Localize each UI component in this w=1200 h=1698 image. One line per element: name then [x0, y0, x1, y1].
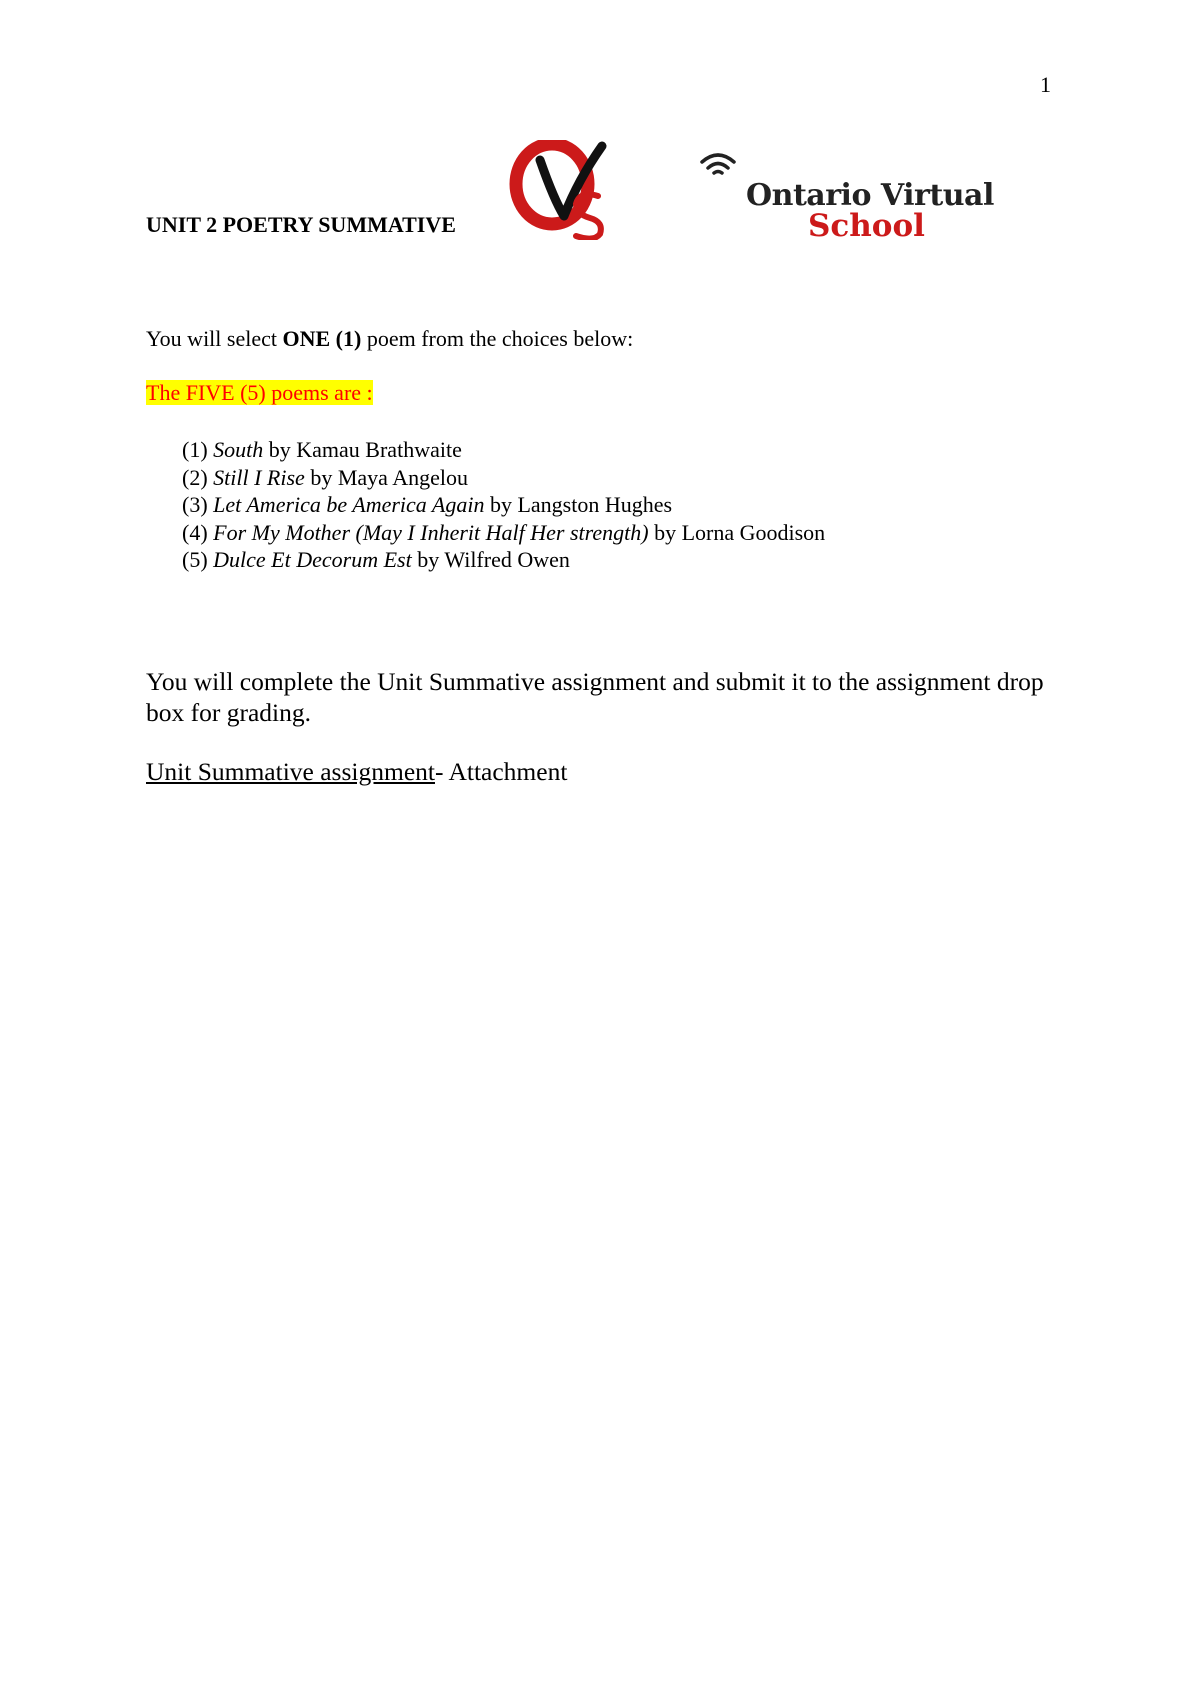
poem-title: Let America be America Again [213, 492, 485, 517]
poem-number: (1) [182, 437, 208, 462]
page-number: 1 [1040, 72, 1051, 97]
intro-text [146, 326, 633, 352]
poems-heading [146, 380, 373, 406]
school-logo [506, 140, 994, 244]
poem-author: by Langston Hughes [489, 492, 673, 517]
poem-author: by Wilfred Owen [417, 547, 570, 572]
list-item [182, 464, 825, 492]
highlighted-text: The FIVE (5) poems are : [146, 380, 373, 405]
logo-text-school: School [808, 208, 925, 244]
logo-text-ontario-virtual: Ontario Virtual [746, 178, 994, 213]
poem-list [182, 436, 825, 574]
attachment-line [146, 757, 567, 787]
intro-after: poem from the choices below: [361, 326, 634, 351]
poem-title: Dulce Et Decorum Est [213, 547, 412, 572]
poem-author: by Kamau Brathwaite [268, 437, 462, 462]
poem-author: by Maya Angelou [310, 464, 468, 490]
poem-number: (3) [182, 492, 208, 517]
poem-title: Still I Rise [213, 464, 305, 490]
list-item [182, 491, 825, 519]
instructions-text: You will complete the Unit Summative assignment and submit it to the assignment drop box for grading. [146, 667, 1044, 727]
poem-title: South [213, 437, 264, 462]
list-item [182, 436, 825, 464]
poem-number: (5) [182, 547, 208, 572]
intro-bold: ONE (1) [282, 326, 362, 351]
attachment-suffix: - Attachment [434, 757, 568, 786]
attachment-link[interactable]: Unit Summative assignment [146, 757, 435, 786]
vs-monogram-icon [506, 140, 746, 240]
header [146, 140, 1046, 250]
poem-title: For My Mother (May I Inherit Half Her strength) [213, 519, 649, 545]
poem-number: (2) [182, 464, 208, 490]
intro-before: You will select [146, 326, 283, 351]
poem-number: (4) [182, 519, 208, 545]
document-title: UNIT 2 POETRY SUMMATIVE [146, 212, 456, 237]
list-item [182, 546, 825, 574]
list-item [182, 519, 825, 547]
poem-author: by Lorna Goodison [654, 519, 826, 545]
